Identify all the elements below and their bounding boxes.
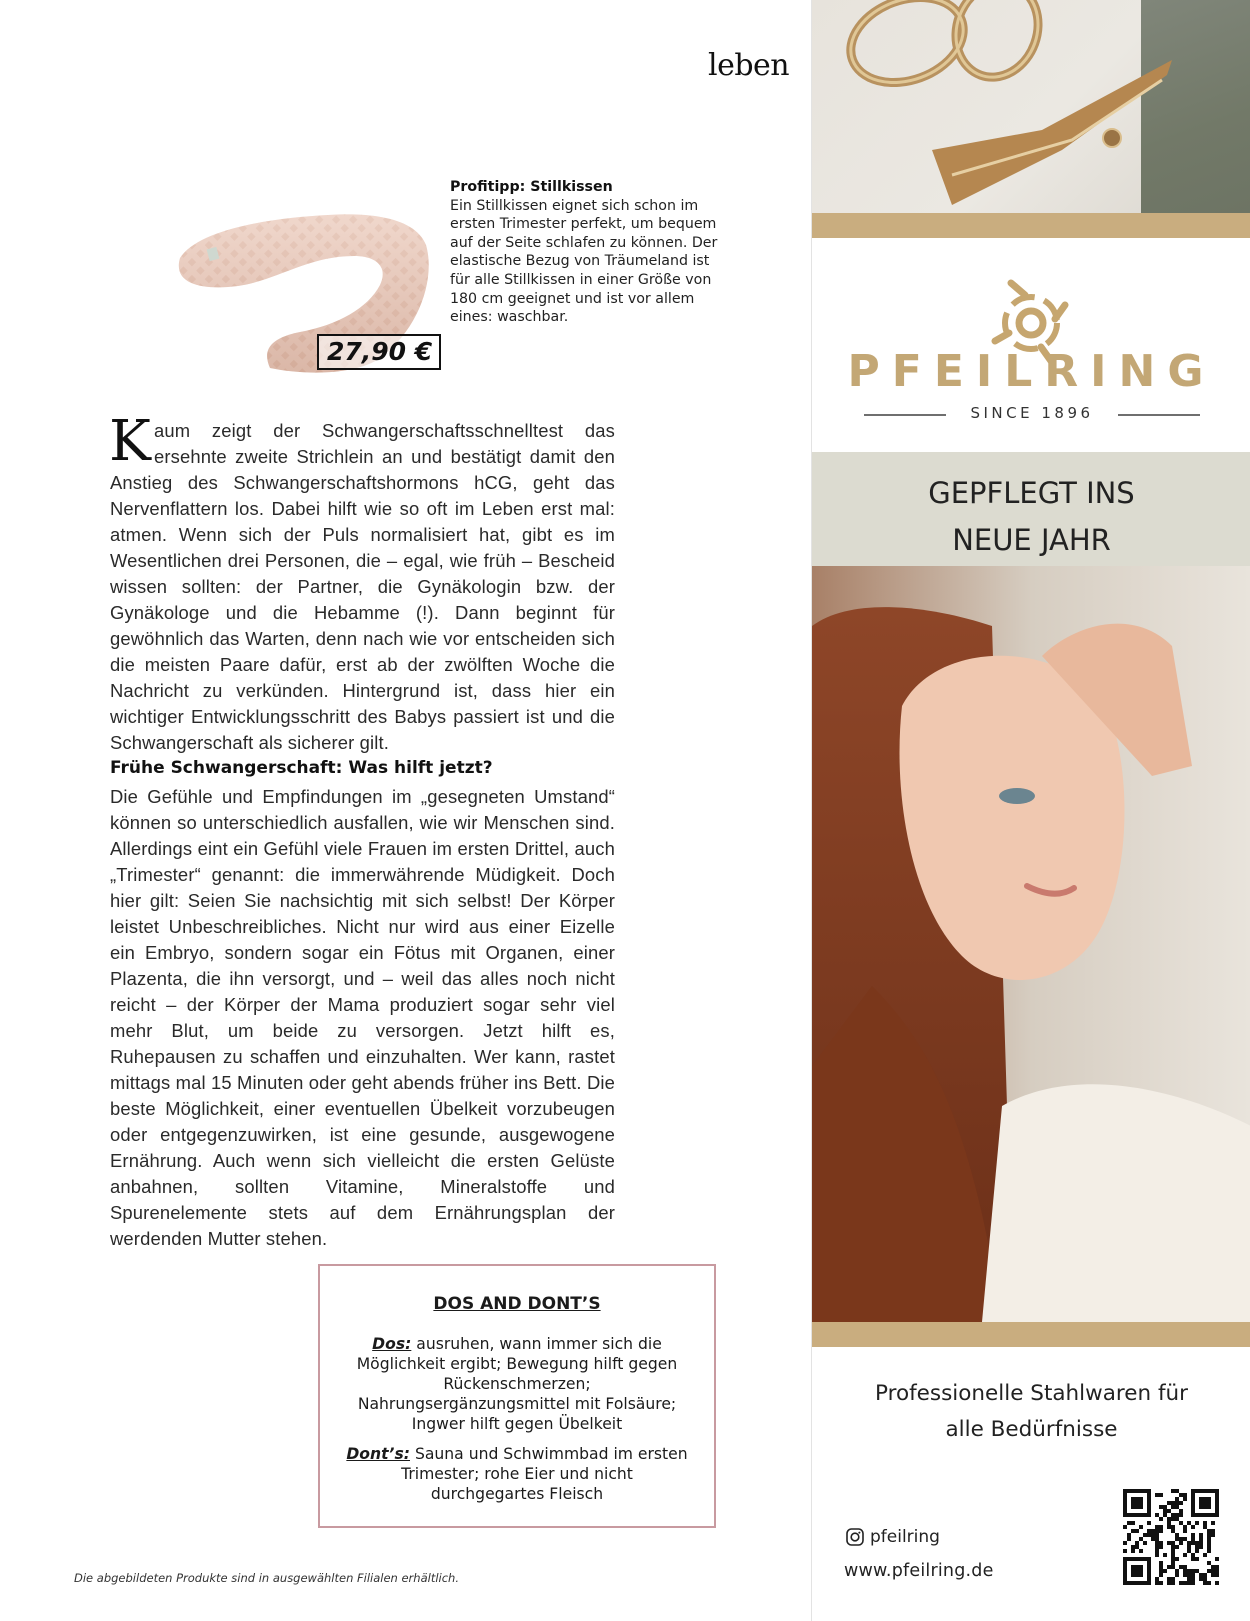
brand-name: PFEILRING [847, 346, 1216, 397]
donts-label: Dont’s: [346, 1445, 410, 1463]
profitip-box [450, 178, 720, 327]
profitip-text: Ein Stillkissen eignet sich schon im ersten Trimester perfekt, um bequem auf der Seite schlafen zu können. Der elastische Bezug von Träumeland ist für alle Stillkissen in einer Größe von 180 cm geeignet und ist vor allem eines: waschbar. [450, 197, 718, 326]
donts-text: Sauna und Schwimmbad im ersten Trimester; rohe Eier und nicht durchgegartes Fleisch [401, 1445, 688, 1503]
dos-paragraph [342, 1334, 692, 1434]
dos-and-donts-box [318, 1264, 716, 1528]
ad-headline-line1: GEPFLEGT INS [928, 476, 1135, 510]
ad-claim [812, 1376, 1250, 1448]
dos-text: ausruhen, wann immer sich die Möglichkeit ergibt; Bewegung hilft gegen Rückenschmerzen; Nahrungsergänzungsmittel mit Folsäure; Ingwer hilft gegen Übelkeit [356, 1335, 678, 1433]
donts-paragraph [342, 1444, 692, 1504]
article-subheading: Frühe Schwangerschaft: Was hilft jetzt? [110, 758, 493, 778]
ad-claim-line1: Professionelle Stahlwaren für [875, 1381, 1188, 1406]
qr-code[interactable] [1123, 1489, 1219, 1585]
footnote: Die abgebildeten Produkte sind in ausgewählten Filialen erhältlich. [74, 1571, 459, 1585]
gold-bar-bottom [812, 1322, 1250, 1347]
section-label: leben [708, 48, 790, 83]
since-row [864, 404, 1200, 424]
price-tag: 27,90 € [317, 334, 441, 370]
dos-title: DOS AND DONT’S [433, 1294, 601, 1314]
model-photo [812, 566, 1250, 1322]
ad-headline [812, 470, 1250, 564]
instagram-icon [846, 1528, 864, 1551]
article-body: Die Gefühle und Empfindungen im „gesegneten Umstand“ können so unterschiedlich ausfallen, wie wir Menschen sind. Allerdings eint ein Gefühl viele Frauen im ersten Drittel, auch „Trimester“ genannt: die immerwährende Müdigkeit. Doch hier gilt: Seien Sie nachsichtig mit sich selbst! Der Körper leistet Unbeschreibliches. Nicht nur wird aus einer Eizelle ein Embryo, sondern sogar ein Fötus mit Organen, einer Plazenta, die ihn versorgt, und – weil das alles noch nicht reicht – der Körper der Mama produziert sogar sehr viel mehr Blut, um beide zu versorgen. Jetzt hilft es, Ruhepausen zu schaffen und einzuhalten. Wer kann, rastet mittags mal 15 Minuten oder geht abends früher ins Bett. Die beste Möglichkeit, einer eventuellen Übelkeit vorzubeugen oder entgegenzuwirken, ist eine gesunde, ausgewogene Ernährung. Auch wenn sich vielleicht die ersten Gelüste anbahnen, sollten Vitamine, Mineralstoffe und Spurenelemente stets auf dem Ernährungsplan der werdenden Mutter stehen. [110, 786, 615, 1249]
since-text: SINCE 1896 [970, 404, 1094, 422]
article-intro [109, 409, 615, 756]
drop-cap: K [109, 409, 151, 474]
scissors-image [812, 0, 1250, 213]
instagram-text: pfeilring [870, 1527, 940, 1547]
website-link[interactable]: www.pfeilring.de [844, 1561, 994, 1581]
ad-claim-line2: alle Bedürfnisse [945, 1417, 1118, 1442]
dos-label: Dos: [372, 1335, 412, 1353]
pfeilring-advertisement[interactable] [811, 0, 1250, 1621]
intro-text: aum zeigt der Schwangerschaftsschnelltest das ersehnte zweite Strichlein an und bestätigt damit den Anstieg des Schwangerschaftshormons hCG, geht das Nervenflattern los. Dabei hilft wie so oft im Leben erst mal: atmen. Wenn sich der Puls normalisiert hat, gibt es im Wesentlichen drei Personen, die – egal, wie früh – Bescheid wissen sollten: der Partner, die Gynäkologin bzw. der Gynäkologe und die Hebamme (!). Dann beginnt für gewöhnlich das Warten, denn nach wie vor entscheiden sich die meisten Paare dafür, erst ab der zwölften Woche die Nachricht zu verkünden. Hintergrund ist, dass hier ein wichtiger Entwicklungsschritt des Babys passiert ist und die Schwangerschaft als sicherer gilt. [110, 420, 615, 753]
gold-bar-top [812, 213, 1250, 238]
ad-headline-line2: NEUE JAHR [952, 523, 1111, 557]
profitip-title: Profitipp: Stillkissen [450, 179, 613, 195]
instagram-handle[interactable] [846, 1527, 940, 1551]
